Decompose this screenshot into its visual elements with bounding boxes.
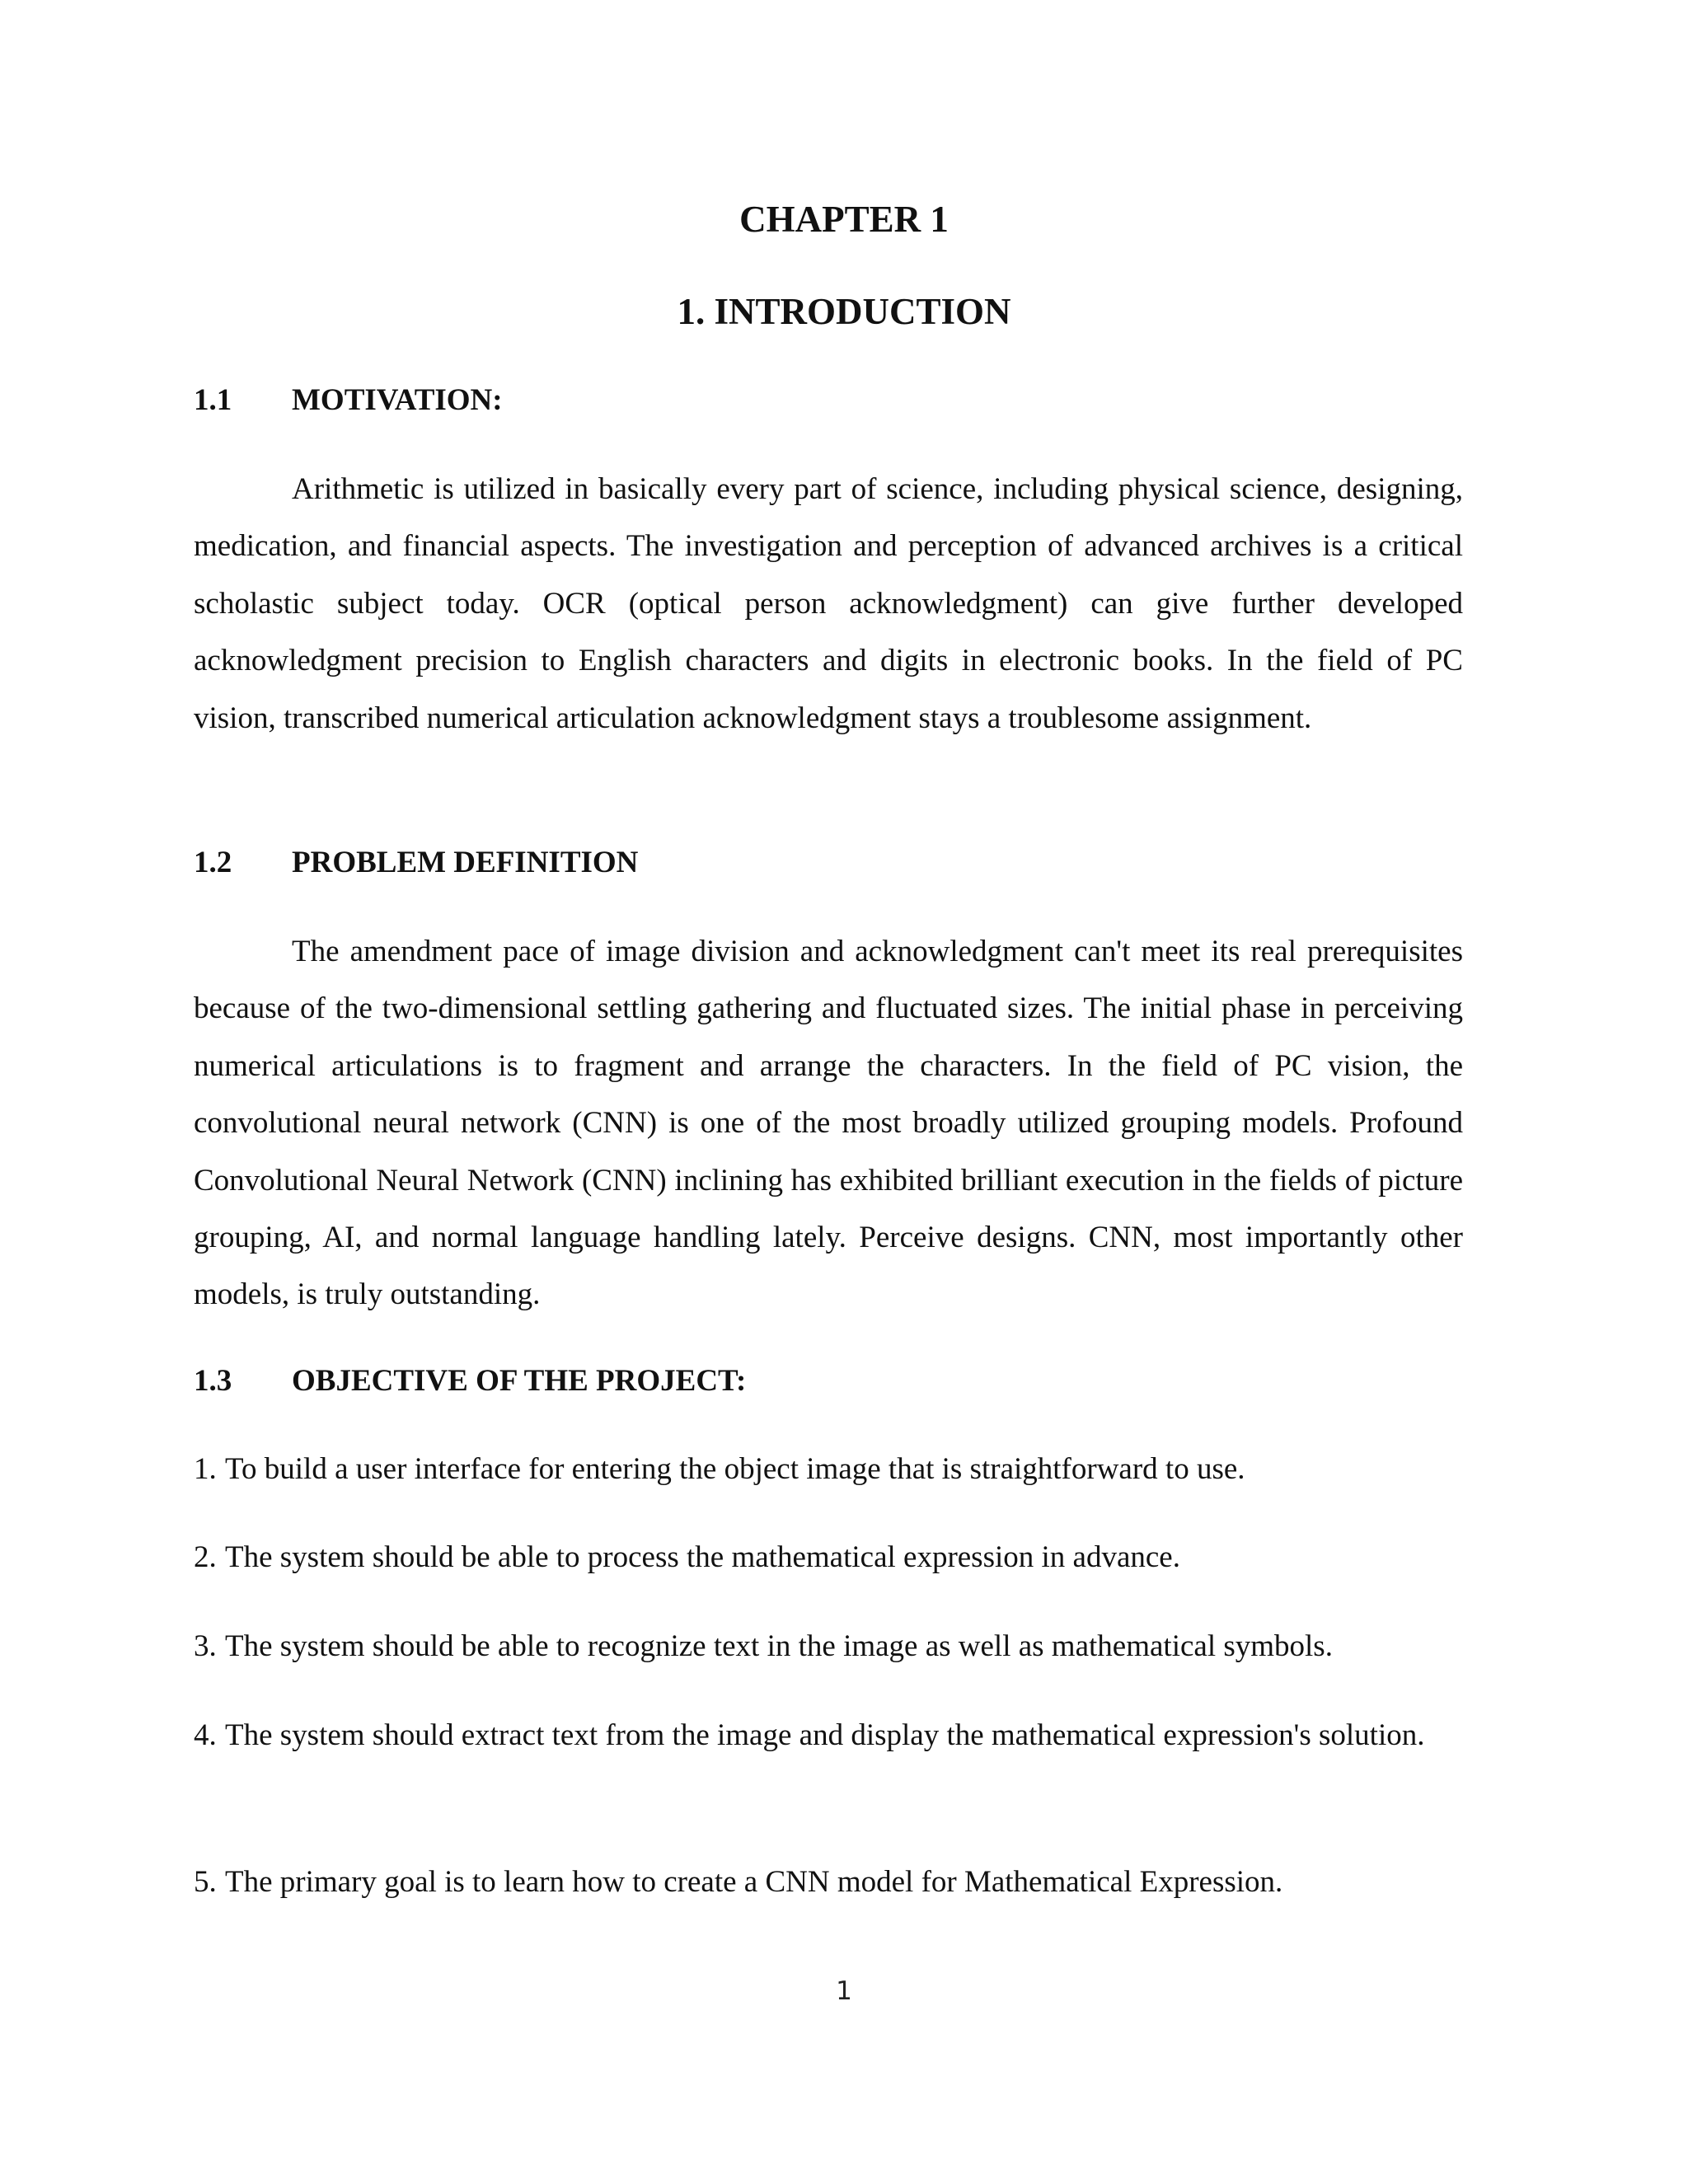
list-item: [194, 1529, 1463, 1586]
paragraph-text: The amendment pace of image division and acknowledgment can't meet its real prerequisites because of the two-dimensional settling gathering and fluctuated sizes. The initial phase in perceiving numerical articulations is to fragment and arrange the characters. In the field of PC vision, the convolutional neural network (CNN) is one of the most broadly utilized grouping models. Profound Convolutional Neural Network (CNN) inclining has exhibited brilliant execution in the fields of picture grouping, AI, and normal language handling lately. Perceive designs. CNN, most importantly other models, is truly outstanding.: [194, 935, 1463, 1312]
list-marker: 5.: [194, 1865, 217, 1899]
list-marker: 1.: [194, 1452, 217, 1486]
section-title: OBJECTIVE OF THE PROJECT:: [292, 1364, 747, 1398]
section-heading-objective: [194, 1362, 1479, 1400]
section-number: 1.2: [194, 846, 232, 879]
paragraph-text: Arithmetic is utilized in basically every part of science, including physical science, designing, medication, and financial aspects. The investigation and perception of advanced archives is a critical scholastic subject today. OCR (optical person acknowledgment) can give further developed acknowledgment precision to English characters and digits in electronic books. In the field of PC vision, transcribed numerical articulation acknowledgment stays a troublesome assignment.: [194, 472, 1463, 735]
section-title: PROBLEM DEFINITION: [292, 846, 639, 879]
list-item: [194, 1618, 1463, 1675]
section-heading-motivation: [194, 382, 1479, 419]
list-item-text: The system should be able to process the mathematical expression in advance.: [225, 1540, 1180, 1574]
section-title: MOTIVATION:: [292, 383, 503, 417]
list-marker: 2.: [194, 1540, 217, 1574]
paragraph-motivation: [194, 461, 1463, 747]
list-item-text: The system should be able to recognize text in the image as well as mathematical symbols.: [225, 1629, 1333, 1663]
list-item-text: The primary goal is to learn how to create a CNN model for Mathematical Expression.: [225, 1865, 1283, 1899]
list-marker: 4.: [194, 1718, 217, 1752]
section-number: 1.1: [194, 383, 232, 417]
list-item: [194, 1854, 1463, 1910]
page-number: 1: [836, 1976, 852, 2006]
chapter-title: 1. INTRODUCTION: [677, 291, 1011, 332]
list-item: [194, 1441, 1463, 1497]
list-item-text: The system should extract text from the image and display the mathematical expression's solution.: [225, 1718, 1425, 1752]
list-item-text: To build a user interface for entering the object image that is straightforward to use.: [225, 1452, 1245, 1486]
section-heading-problem-definition: [194, 844, 1479, 882]
chapter-label: CHAPTER 1: [739, 199, 949, 240]
section-number: 1.3: [194, 1364, 232, 1398]
list-item: [194, 1707, 1463, 1764]
list-marker: 3.: [194, 1629, 217, 1663]
paragraph-problem-definition: [194, 923, 1463, 1324]
